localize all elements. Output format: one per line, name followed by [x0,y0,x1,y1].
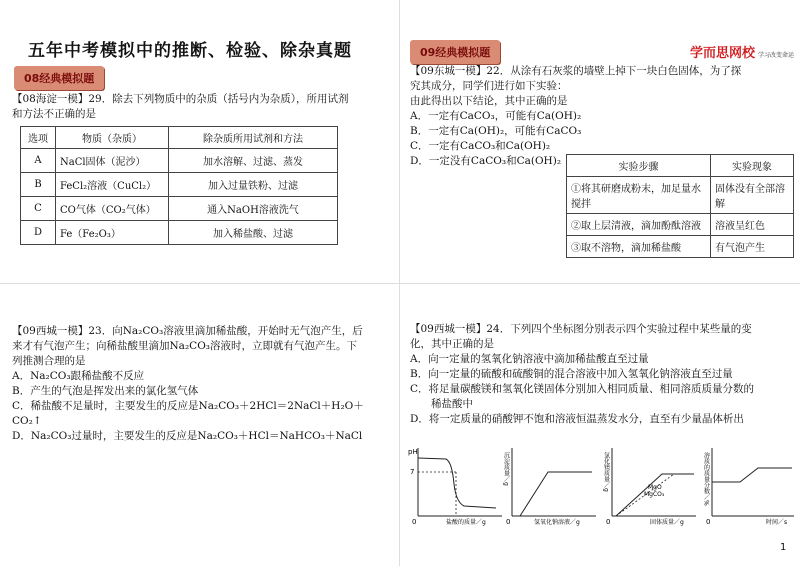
brand-name: 学而思网校 [690,46,756,61]
q4-stem [410,322,795,427]
q3-option: C．稀盐酸不足量时，主要发生的反应是Na₂CO₃＋2HCl＝2NaCl＋H₂O＋ [12,400,364,412]
table-row [21,149,338,173]
page-number: 1 [780,542,787,553]
q4-option: 稀盐酸中 [410,398,473,410]
q4-option: B．向一定量的硫酸和硫酸铜的混合溶液中加入氢氧化钠溶液直至过量 [410,368,733,380]
q3-stem [12,324,394,444]
graph-c-series-label: MgO [648,484,662,491]
q2-line: 由此得出以下结论，其中正确的是 [410,95,568,107]
q1-table-header [21,127,338,149]
q2-step: ③取不溶物，滴加稀盐酸 [567,236,711,258]
graph-a-origin: 0 [412,518,417,526]
graph-d-xlabel: 时间／s [766,519,788,526]
q4-option: A．向一定量的氢氧化钠溶液中滴加稀盐酸直至过量 [410,353,649,365]
q1-header-cell: 选项 [21,127,56,149]
q1-line: 【08海淀一模】29．除去下列物质中的杂质（括号内为杂质），所用试剂 [12,93,349,105]
graph-d-ylabel: 溶质的质量分数／% [702,452,710,506]
graph-d [700,444,798,526]
graph-a-ytick: 7 [410,468,415,476]
q3-option: CO₂↑ [12,415,42,427]
q2-result: 固体没有全部溶解 [711,177,794,214]
graph-a-ylabel: pH [408,448,418,456]
graph-b-origin: 0 [506,518,511,526]
q1-sub: NaCl固体（泥沙） [56,149,169,173]
table-row [21,173,338,197]
table-row [567,236,794,258]
q1-opt: C [21,197,56,221]
graph-d-line [712,468,792,482]
q2-line: 究其成分，同学们进行如下实验： [410,80,568,92]
q4-line: 【09西城一模】24．下列四个坐标图分别表示四个实验过程中某些量的变 [410,323,752,335]
q1-header-cell: 除杂质所用试剂和方法 [169,127,338,149]
table-row [567,177,794,214]
q3-option: B．产生的气泡是挥发出来的氯化氢气体 [12,385,199,397]
graph-b-xlabel: 氢氧化钠溶液／g [534,519,580,526]
q2-option: A．一定有CaCO₃，可能有Ca(OH)₂ [410,110,582,122]
q4-option: C．将足量碳酸镁和氢氧化镁固体分别加入相同质量、相同溶质质量分数的 [410,383,755,395]
table-row [21,221,338,245]
graph-a-xlabel: 盐酸的质量／g [446,519,486,526]
horizontal-divider [0,283,800,284]
graph-c-ylabel: 氯化镁质量／g [602,452,610,492]
q1-sub: FeCl₂溶液（CuCl₂） [56,173,169,197]
graph-a [406,444,504,526]
q2-table-header [567,155,794,177]
graph-b [500,444,600,526]
q2-option: C．一定有CaCO₃和Ca(OH)₂ [410,140,551,152]
q1-header-cell: 物质（杂质） [56,127,169,149]
q2-option: B．一定有Ca(OH)₂，可能有CaCO₃ [410,125,582,137]
q1-opt: D [21,221,56,245]
graph-c-origin: 0 [606,518,611,526]
q2-result: 有气泡产生 [711,236,794,258]
graph-c [600,444,700,526]
table-row [567,214,794,236]
brand-logo [690,42,794,61]
q3-line: 来才有气泡产生；向稀盐酸里滴加Na₂CO₃溶液时，立即就有气泡产生。下 [12,340,358,352]
graph-d-origin: 0 [706,518,711,526]
q1-method: 通入NaOH溶液洗气 [169,197,338,221]
q1-line: 和方法不正确的是 [12,108,96,120]
graph-c-xlabel: 固体质量／g [650,519,684,526]
q1-table [20,126,338,245]
page-title: 五年中考模拟中的推断、检验、除杂真题 [28,41,352,61]
q2-header-cell: 实验现象 [711,155,794,177]
vertical-divider [399,0,400,566]
q4-option: D．将一定质量的硝酸钾不饱和溶液恒温蒸发水分，直至有少量晶体析出 [410,413,744,425]
q1-table-wrap [20,126,338,245]
q2-step: ②取上层清液，滴加酚酞溶液 [567,214,711,236]
q4-line: 化，其中正确的是 [410,338,494,350]
q2-badge: 09经典模拟题 [410,40,500,64]
q2-option: D．一定没有CaCO₃和Ca(OH)₂ [410,155,562,167]
graph-b-ylabel: 沉淀质量／g [502,452,510,486]
q2-line: 【09东城一模】22．从涂有石灰浆的墙壁上掉下一块白色固体，为了探 [410,65,742,77]
graph-a-curve [418,458,496,508]
brand-slogan: 学习改变命运 [758,52,795,59]
q2-header-cell: 实验步骤 [567,155,711,177]
q1-sub: Fe（Fe₂O₃） [56,221,169,245]
q1-opt: B [21,173,56,197]
q2-result: 溶液呈红色 [711,214,794,236]
graph-b-line [520,472,592,516]
q3-option: A．Na₂CO₃跟稀盐酸不反应 [12,370,145,382]
q2-step: ①将其研磨成粉末，加足量水搅拌 [567,177,711,214]
q1-method: 加入稀盐酸、过滤 [169,221,338,245]
q1-opt: A [21,149,56,173]
q1-method: 加水溶解、过滤、蒸发 [169,149,338,173]
q3-option: D．Na₂CO₃过量时，主要发生的反应是Na₂CO₃＋HCl＝NaHCO₃＋NaCl [12,430,363,442]
q1-sub: CO气体（CO₂气体） [56,197,169,221]
q2-table-wrap [566,154,794,258]
q1-method: 加入过量铁粉、过滤 [169,173,338,197]
table-row [21,197,338,221]
graph-c-series-label: MgCO₃ [644,491,665,498]
q3-line: 【09西城一模】23．向Na₂CO₃溶液里滴加稀盐酸，开始时无气泡产生，后 [12,325,363,337]
q2-table [566,154,794,258]
q1-badge: 08经典模拟题 [14,66,104,90]
q1-stem [12,92,392,122]
q3-line: 列推测合理的是 [12,355,86,367]
